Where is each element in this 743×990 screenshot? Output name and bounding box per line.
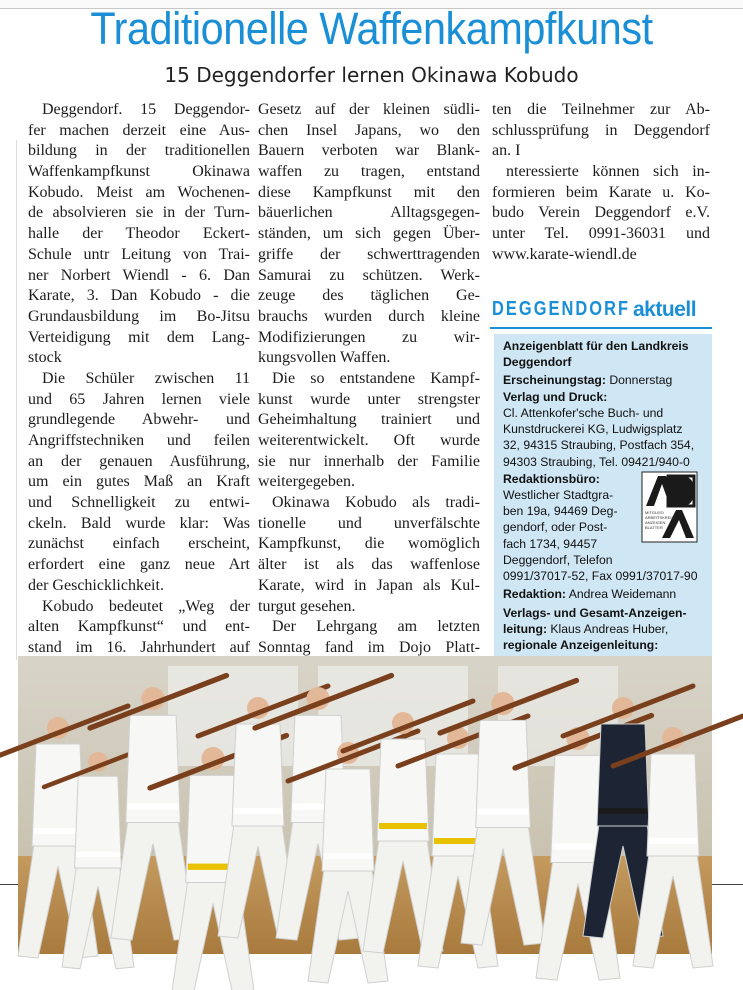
- article-line: Gesetz auf der kleinen südli-: [258, 101, 480, 118]
- article-line: fer machen derzeit eine Aus-: [28, 121, 250, 139]
- article-line: Grundausbildung im Bo-Jitsu: [28, 307, 250, 325]
- ada-logo: [642, 472, 697, 542]
- imprint-panel: [494, 334, 712, 656]
- article-line: erfordert eine ganz neue Art: [28, 556, 250, 574]
- article-line: Bauern verboten war Blank-: [258, 142, 480, 160]
- article-line: grundlegende Abwehr- und: [28, 411, 250, 429]
- imprint-erscheinungstag: [503, 372, 709, 388]
- article-line: Angriffstechniken und feilen: [28, 432, 250, 449]
- article-line: turgut gesehen.: [258, 597, 356, 615]
- article-line: Waffenkampfkunst Okinawa: [28, 163, 250, 181]
- article-line: ckeln. Bald wurde klar: Was: [28, 514, 250, 532]
- verlag-label: Verlag und Druck:: [503, 390, 608, 404]
- article-line: waffen zu tragen, entstand: [258, 163, 480, 181]
- verlag-address: [503, 405, 709, 470]
- page-bottom-rule: [712, 884, 743, 885]
- article-line: Kobudo. Meist am Wochenen-: [28, 183, 250, 201]
- article-line: stock: [28, 349, 62, 367]
- article-line: Deggendorf. 15 Deggendor-: [42, 101, 250, 118]
- article-column-1: [28, 100, 250, 679]
- subheadline: 15 Deggendorfer lernen Okinawa Kobudo: [164, 63, 579, 87]
- article-line: bildung in der traditionellen: [28, 142, 250, 160]
- redaktionsbuero-line: Westlicher Stadtgra-: [503, 488, 614, 502]
- article-line: budo Verein Deggendorf e.V.: [492, 204, 710, 222]
- article-line: alten Kampfkunst“ und ent-: [28, 618, 250, 636]
- article-line: tionelle und unverfälschte: [258, 514, 480, 532]
- group-photo-image: [18, 656, 712, 954]
- erscheinungstag-label: Erscheinungstag:: [503, 373, 606, 387]
- article-line: älter ist als das waffenlose: [258, 556, 480, 574]
- page-left-edge: [16, 140, 17, 660]
- article-column-3: [492, 100, 710, 266]
- verlag-line: 32, 94315 Straubing, Postfach 354,: [503, 438, 695, 453]
- redaktionsbuero-line: 0991/37017-52, Fax 0991/37017-90: [503, 569, 698, 584]
- article-line: Okinawa Kobudo als tradi-: [272, 494, 480, 512]
- verlagsleitung-line: Verlags- und Gesamt-Anzeigen-: [503, 606, 687, 620]
- logo-caption: MITGLIED: [645, 510, 664, 515]
- article-line: Kobudo bedeutet „Weg der: [42, 597, 250, 615]
- article-line: ständen, um sich gegen Über-: [258, 225, 480, 243]
- verlagsleitung-value: Klaus Andreas Huber,: [550, 622, 669, 637]
- article-line: Die Schüler zwischen 11: [42, 369, 250, 387]
- imprint-title-aktuell: aktuell: [633, 298, 697, 321]
- imprint-heading: Anzeigenblatt für den Landkreis Deggendorf: [503, 339, 689, 370]
- article-line: Schule untr Leitung von Trai-: [28, 245, 250, 263]
- article-line: und Schnelligkeit zu entwi-: [28, 494, 250, 512]
- group-photo: [18, 656, 712, 954]
- article-line: sie nur innerhalb der Familie: [258, 452, 480, 470]
- redaktionsbuero-label: Redaktionsbüro:: [503, 472, 600, 486]
- article-line: weiterentwickelt. Oft wurde: [258, 432, 480, 449]
- article-line: chen Insel Japans, wo den: [258, 121, 480, 139]
- ada-logo-icon: [642, 472, 697, 542]
- redaktionsbuero-line: Deggendorf, Telefon: [503, 552, 613, 567]
- article-line: nteressierte können sich in-: [506, 163, 710, 181]
- article-line: an. I: [492, 142, 521, 160]
- redaktionsbuero-line: fach 1734, 94457: [503, 536, 598, 551]
- verlag-line: Cl. Attenkofer'sche Buch- und: [503, 406, 664, 420]
- redaktion-value: Andrea Weidemann: [568, 587, 677, 601]
- logo-caption: BLATTER: [645, 525, 663, 530]
- imprint-box: [490, 296, 712, 656]
- article-line: brauchs wurden durch kleine: [258, 307, 480, 325]
- article-line: und 65 Jahren lernen viele: [28, 390, 250, 408]
- article-line: www.karate-wiendl.de: [492, 245, 637, 263]
- imprint-title: [492, 298, 712, 326]
- verlag-line: Kunstdruckerei KG, Ludwigsplatz: [503, 422, 683, 437]
- article-line: Verteidigung mit dem Lang-: [28, 328, 250, 346]
- redaktionsbuero-line: ben 19a, 94469 Deg-: [503, 504, 618, 519]
- article-line: zunächst einfach erscheint,: [28, 535, 250, 553]
- imprint-title-rule: [490, 327, 712, 329]
- article-column-2: [258, 100, 480, 679]
- redaktion-label: Redaktion:: [503, 587, 566, 601]
- article-line: Karate, wird in Japan als Kul-: [258, 576, 480, 594]
- article-line: Kampfkunst, die womöglich: [258, 535, 480, 553]
- article-line: ten die Teilnehmer zur Ab-: [492, 101, 710, 118]
- verlag-line: 94303 Straubing, Tel. 09421/940-0: [503, 454, 690, 469]
- article-line: Der Lehrgang am letzten: [272, 618, 480, 636]
- erscheinungstag-value: Donnerstag: [609, 373, 673, 387]
- article-line: der Geschicklichkeit.: [28, 576, 164, 594]
- verlagsleitung-line: leitung:: [503, 622, 548, 637]
- logo-caption: ANZEIGEN: [645, 520, 666, 525]
- page-bottom-rule: [0, 884, 18, 885]
- article-line: Sonntag fand im Dojo Platt-: [258, 638, 480, 656]
- article-line: weitergegeben.: [258, 473, 355, 491]
- article-line: Modifizierungen zu wir-: [258, 328, 480, 346]
- logo-caption: ARBEITSKREIS: [645, 515, 675, 520]
- article-line: Samurai zu schützen. Werk-: [258, 266, 480, 284]
- article-line: schlussprüfung in Deggendorf: [492, 121, 710, 139]
- article-line: Geheimhaltung trainiert und: [258, 411, 480, 429]
- article-line: de absolvieren sie in der Turn-: [28, 204, 250, 222]
- imprint-title-deggendorf: DEGGENDORF: [492, 298, 631, 320]
- article-line: bäuerlichen Alltagsgegen-: [258, 204, 480, 222]
- article-line: an der genauen Ausführung,: [28, 452, 250, 470]
- imprint-redaktion: [503, 586, 709, 602]
- article-line: halle der Theodor Eckert-: [28, 225, 250, 243]
- article-line: zeuge des täglichen Ge-: [258, 287, 480, 305]
- article-line: um ein gutes Maß an Kraft: [28, 473, 250, 491]
- article-line: diese Kampfkunst mit den: [258, 183, 480, 201]
- article-line: Die so entstandene Kampf-: [272, 369, 480, 387]
- article-line: stand im 16. Jahrhundert auf: [28, 638, 250, 656]
- headline: Traditionelle Waffenkampfkunst: [90, 3, 653, 54]
- article-line: ner Norbert Wiendl - 6. Dan: [28, 266, 250, 284]
- regional-label: regionale Anzeigenleitung:: [503, 638, 659, 653]
- article-line: unter Tel. 0991-36031 und: [492, 225, 710, 243]
- article-line: kungsvollen Waffen.: [258, 349, 391, 367]
- article-line: Karate, 3. Dan Kobudo - die: [28, 287, 250, 305]
- article-line: kunst wurde unter strengster: [258, 390, 480, 408]
- article-line: griffe der schwerttragenden: [258, 245, 480, 263]
- article-line: formieren beim Karate u. Ko-: [492, 183, 710, 201]
- redaktionsbuero-line: gendorf, oder Post-: [503, 520, 608, 535]
